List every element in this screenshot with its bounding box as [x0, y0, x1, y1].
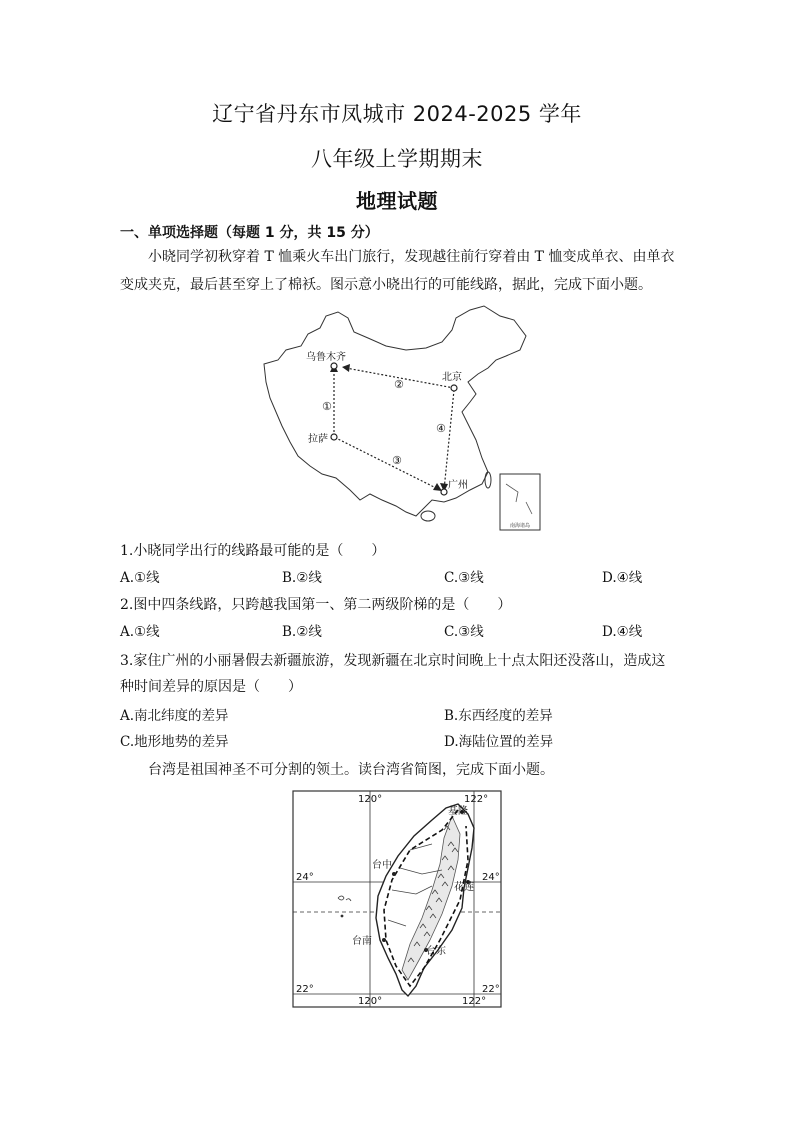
q3-option-b[interactable]: B.东西经度的差异 [444, 708, 553, 724]
tainan-label: 台南 [352, 936, 372, 947]
route-label-4: ④ [436, 422, 446, 435]
south-china-sea-inset [500, 474, 540, 530]
beijing-marker [451, 385, 457, 391]
china-route-map [256, 302, 546, 532]
q3-option-d[interactable]: D.海陆位置的差异 [444, 734, 554, 750]
taitung-label: 台东 [426, 946, 446, 957]
lhasa-marker [331, 434, 337, 440]
q1-option-a[interactable]: A.①线 [120, 570, 160, 586]
intro-paragraph-1 [120, 243, 676, 299]
taiwan-map [292, 790, 504, 1010]
intro2-text: 台湾是祖国神圣不可分割的领土。读台湾省简图，完成下面小题。 [148, 762, 554, 778]
lat-24-right: 24° [482, 872, 500, 883]
q1-option-c[interactable]: C.③线 [444, 570, 484, 586]
question-1-stem: 1.小晓同学出行的线路最可能的是（ ） [120, 543, 386, 559]
q3-option-a[interactable]: A.南北纬度的差异 [120, 708, 229, 724]
question-1-options [120, 566, 680, 590]
route-label-3: ③ [392, 454, 402, 467]
intro-line-1: 小晓同学初秋穿着 T 恤乘火车出门旅行，发现越往前行穿着由 T 恤变成单衣、由单衣 [148, 249, 675, 265]
q2-option-c[interactable]: C.③线 [444, 624, 484, 640]
section-heading: 一、单项选择题（每题 1 分，共 15 分） [120, 225, 379, 241]
route-line-3 [336, 438, 444, 492]
urumqi-marker [331, 363, 337, 369]
q3-stem-line-1: 3.家住广州的小丽暑假去新疆旅游，发现新疆在北京时间晚上十点太阳还没落山，造成这 [120, 653, 666, 669]
lon-122-top: 122° [464, 794, 489, 805]
route-label-1: ① [322, 400, 332, 413]
question-2-stem: 2.图中四条线路，只跨越我国第一、第二两级阶梯的是（ ） [120, 597, 512, 613]
inset-caption: 南海诸岛 [509, 523, 531, 529]
taichung-label: 台中 [372, 860, 392, 871]
question-3-options-row-2 [120, 730, 680, 754]
lon-120-top: 120° [358, 794, 383, 805]
lat-22-right: 22° [482, 984, 500, 995]
hualien-label: 花莲 [454, 882, 474, 893]
hainan-island [421, 511, 435, 521]
route-line-4 [444, 390, 454, 490]
question-2-options [120, 620, 680, 644]
lhasa-label: 拉萨 [308, 434, 328, 445]
q1-option-d[interactable]: D.④线 [602, 570, 643, 586]
title-line-3: 地理试题 [356, 189, 438, 213]
question-3-stem [120, 648, 680, 700]
lat-24-left: 24° [296, 872, 314, 883]
q2-option-b[interactable]: B.②线 [282, 624, 322, 640]
q1-option-b[interactable]: B.②线 [282, 570, 322, 586]
taiwan-island [485, 472, 491, 488]
question-3-options-row-1 [120, 704, 680, 728]
tainan-marker [382, 938, 386, 942]
china-outline [264, 306, 526, 516]
guangzhou-label: 广州 [448, 480, 468, 491]
route-2-arrow [342, 364, 350, 372]
taichung-marker [392, 872, 396, 876]
q3-option-c[interactable]: C.地形地势的差异 [120, 734, 229, 750]
title-line-1: 辽宁省丹东市凤城市 2024-2025 学年 [212, 102, 582, 126]
title-line-2: 八年级上学期期末 [311, 147, 483, 171]
urumqi-label: 乌鲁木齐 [306, 352, 346, 363]
q2-option-d[interactable]: D.④线 [602, 624, 643, 640]
lon-122-bottom: 122° [462, 996, 487, 1007]
lon-120-bottom: 120° [358, 996, 383, 1007]
lat-22-left: 22° [296, 984, 314, 995]
q2-option-a[interactable]: A.①线 [120, 624, 160, 640]
route-label-2: ② [394, 378, 404, 391]
keelung-label: 基隆 [448, 806, 468, 817]
intro-line-2: 变成夹克，最后甚至穿上了棉袄。图示意小晓出行的可能线路，据此，完成下面小题。 [120, 277, 652, 293]
beijing-label: 北京 [442, 372, 462, 383]
intro-paragraph-2 [120, 756, 676, 784]
q3-stem-line-2: 种时间差异的原因是（ ） [120, 679, 302, 695]
guangzhou-marker [441, 489, 447, 495]
